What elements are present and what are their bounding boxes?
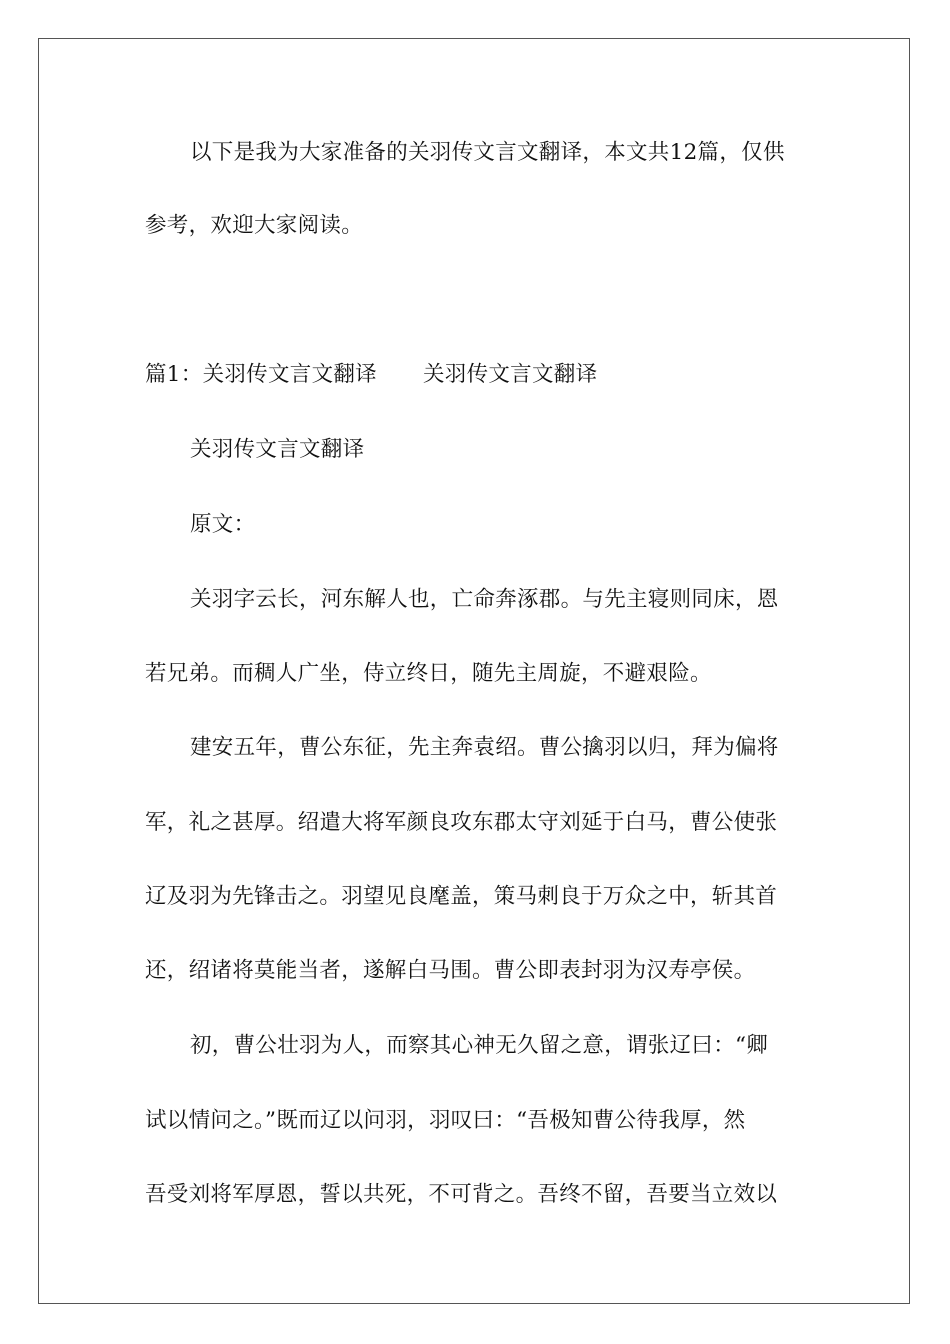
original-label: 原文：: [190, 512, 256, 537]
section-heading: [145, 360, 805, 390]
paragraph-1-line-2: 若兄弟。而稠人广坐，侍立终日，随先主周旋，不避艰险。: [145, 661, 712, 686]
intro-line-2: 参考，欢迎大家阅读。: [145, 213, 364, 238]
section-heading-part-2: 关羽传文言文翻译: [422, 362, 598, 387]
subtitle: 关羽传文言文翻译: [190, 437, 365, 462]
paragraph-1-line-1: 关羽字云长，河东解人也，亡命奔涿郡。与先主寝则同床，恩: [190, 587, 779, 612]
intro-line-1: 以下是我为大家准备的关羽传文言文翻译，本文共12篇，仅供: [190, 140, 785, 165]
paragraph-2-line-1: 建安五年，曹公东征，先主奔袁绍。曹公擒羽以归，拜为偏将: [190, 735, 779, 760]
paragraph-3-line-2: 试以情问之。”既而辽以问羽，羽叹曰：“吾极知曹公待我厚，然: [145, 1108, 746, 1133]
paragraph-2-line-2: 军，礼之甚厚。绍遣大将军颜良攻东郡太守刘延于白马，曹公使张: [145, 810, 778, 835]
paragraph-2-line-4: 还，绍诸将莫能当者，遂解白马围。曹公即表封羽为汉寿亭侯。: [145, 958, 756, 983]
paragraph-3-line-1: 初，曹公壮羽为人，而察其心神无久留之意，谓张辽曰：“卿: [190, 1033, 769, 1058]
paragraph-3-line-3: 吾受刘将军厚恩，誓以共死，不可背之。吾终不留，吾要当立效以: [145, 1182, 778, 1207]
section-heading-part-1: 篇1：关羽传文言文翻译: [145, 362, 377, 387]
paragraph-2-line-3: 辽及羽为先锋击之。羽望见良麾盖，策马刺良于万众之中，斩其首: [145, 884, 778, 909]
